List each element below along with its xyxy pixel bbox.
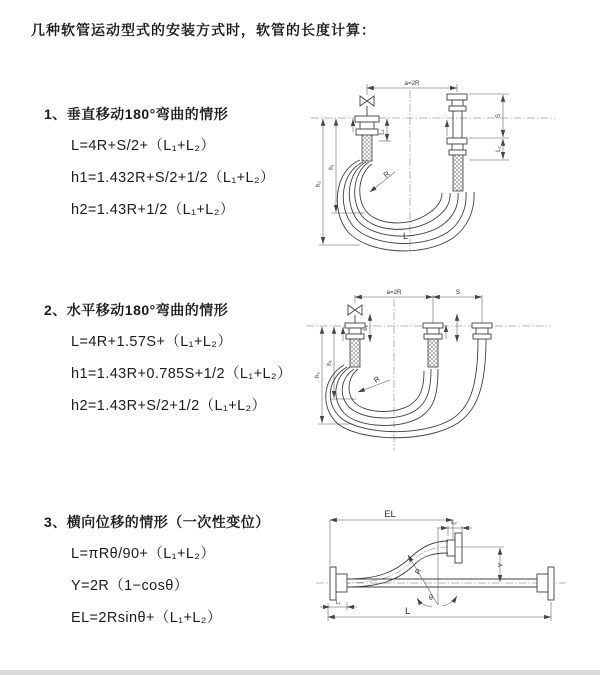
dim-S [469,94,509,138]
right-pipe-flanges [447,94,467,191]
radius-label: R [412,566,424,576]
radius-callout [358,374,390,392]
dim-L1 [320,600,357,610]
section-1-heading: 1、垂直移动180°弯曲的情形 [44,106,229,122]
angle-theta [417,595,457,607]
valve-icon [348,305,362,323]
middle-hose-braid [428,339,438,367]
centerlines [316,547,566,583]
section-2-formula-h2: h2=1.43R+S/2+1/2（L₁+L₂） [71,398,267,414]
section-3-heading: 3、横向位移的情形（一次性变位） [44,514,270,530]
length-label: L [403,231,409,241]
diagram-horizontal-180-bend [300,283,595,458]
dim-h1-label: h₁ [328,164,335,170]
section-3-formula-EL: EL=2Rsinθ+（L₁+L₂） [71,610,222,626]
dim-L [328,602,551,621]
dim-a2R-label: a=2R [404,80,420,87]
left-hose-braid [362,135,372,161]
dim-S-label: S [495,113,502,119]
valve-icon [360,96,374,116]
section-1-formula-h2: h2=1.43R+1/2（L₁+L₂） [71,202,235,218]
dim-a2R [367,80,457,95]
section-2-formula-L: L=4R+1.57S+（L₁+L₂） [71,334,233,350]
dim-L2 [469,139,509,160]
radius-label: R [371,374,382,385]
section-2-formula-h1: h1=1.43R+0.785S+1/2（L₁+L₂） [71,366,292,382]
right-hose-braid [453,155,463,191]
dim-L2-label: L₂ [451,519,457,526]
middle-pipe-flange [423,323,443,367]
radius-callout [370,169,395,192]
radius-callout [408,555,438,605]
dim-EL-label: EL [384,509,396,520]
dim-a2R-label: a=2R [386,289,402,296]
left-flange [330,567,347,600]
dim-L1 [379,119,392,141]
page-bottom-edge [0,670,600,675]
section-1-formula-h1: h1=1.432R+S/2+1/2（L₁+L₂） [71,170,275,186]
dim-L2-label: L₂ [495,146,502,152]
section-3-formula-L: L=πRθ/90+（L₁+L₂） [71,546,216,562]
hose-s-curve [347,541,448,587]
diagram-lateral-displacement [298,503,600,658]
dim-EL [330,509,453,565]
section-2-heading: 2、水平移动180°弯曲的情形 [44,302,229,318]
dim-S-label: S [455,289,461,296]
dim-Y [456,547,505,582]
dim-h1-label: h₁ [326,360,333,366]
section-3-formula-Y: Y=2R（1−cosθ） [71,578,189,594]
dim-L1-label: L₁ [378,129,386,135]
section-1-formula-L: L=4R+S/2+（L₁+L₂） [71,138,216,154]
dim-h2-label: h₂ [314,372,321,378]
radius-label: R [381,169,392,180]
dim-a2R [355,289,482,323]
upper-flange [447,533,462,563]
dim-L-label: L [405,606,411,617]
angle-theta-label: θ [429,595,433,602]
dim-Y-label: Y [498,562,505,568]
right-pipe-flange [472,323,492,339]
dim-L1-label: L₁ [335,600,341,606]
dim-L1-label: L₁ [362,325,369,331]
page-title: 几种软管运动型式的安装方式时，软管的长度计算： [31,22,376,38]
diagram-vertical-180-bend [303,72,595,257]
right-flange [537,567,554,600]
dim-S [433,289,482,297]
left-hose-braid [350,339,360,367]
centerlines [311,90,555,250]
dim-h2-label: h₂ [315,181,322,187]
left-pipe-flange [355,116,379,161]
